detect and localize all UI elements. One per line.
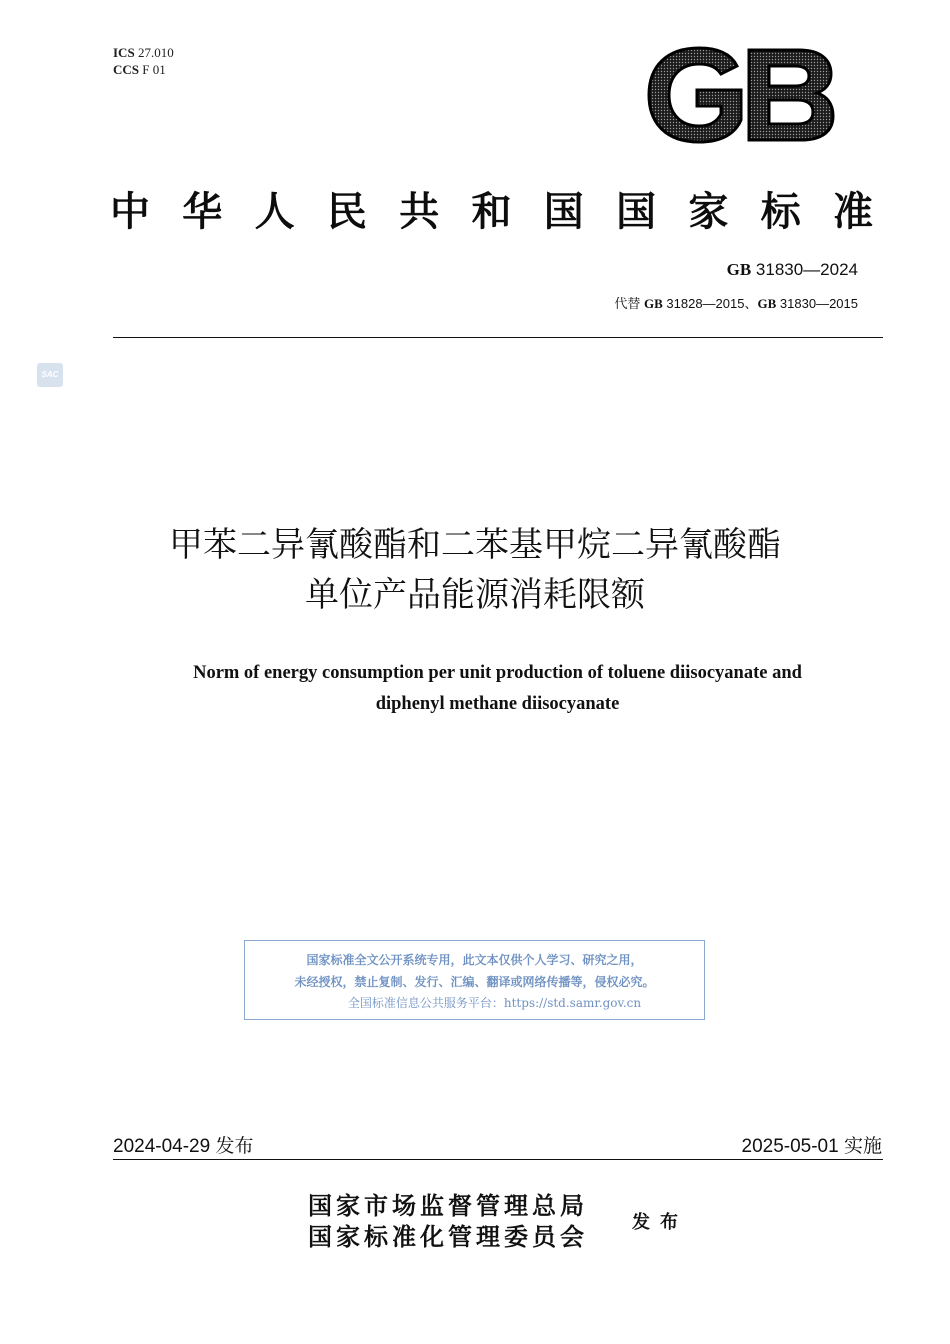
header-divider — [113, 337, 883, 338]
classification-codes — [113, 44, 174, 78]
implement-date: 2025-05-01 — [741, 1136, 839, 1157]
copyright-notice-box — [244, 940, 705, 1020]
issuer-line-2: 国家标准化管理委员会 — [308, 1222, 588, 1251]
implement-label: 实施 — [843, 1135, 882, 1157]
ics-code — [113, 44, 174, 61]
publish-label: 发布 — [632, 1212, 688, 1233]
notice-line-2: 未经授权，禁止复制、发行、汇编、翻译或网络传播等，侵权必究。 — [294, 975, 655, 989]
issue-date-line — [113, 1131, 254, 1158]
replaces-prefix-1: GB — [643, 296, 663, 311]
logo-text: GB — [645, 46, 647, 47]
implement-date-line — [742, 1131, 883, 1158]
notice-line-3: 全国标准信息公共服务平台：https://std.samr.gov.cn — [347, 996, 642, 1010]
gb-logo — [645, 46, 835, 144]
english-title-line-1: Norm of energy consumption per unit production of toluene diisocyanate and — [193, 663, 802, 683]
replaces-label: 代替 — [614, 296, 641, 311]
ccs-code — [113, 61, 174, 78]
ccs-value: F 01 — [142, 62, 166, 77]
ics-label: ICS — [113, 45, 135, 60]
ics-value: 27.010 — [137, 45, 174, 60]
replaces-separator: 、 — [744, 296, 758, 311]
sac-watermark-logo: SAC — [37, 363, 63, 387]
replaces-number-2: 31830—2015 — [779, 296, 858, 311]
ccs-label: CCS — [113, 62, 140, 77]
issue-label: 发布 — [215, 1135, 254, 1157]
notice-line-1: 国家标准全文公开系统专用，此文本仅供个人学习、研究之用， — [306, 953, 643, 967]
replaces-number-1: 31828—2015 — [666, 296, 745, 311]
chinese-title-line-1: 甲苯二异氰酸酯和二苯基甲烷二异氰酸酯 — [169, 525, 781, 565]
chinese-title-line-2: 单位产品能源消耗限额 — [305, 575, 645, 615]
replaces-line — [614, 293, 858, 312]
issuing-authorities — [308, 1190, 588, 1252]
issuer-line-1: 国家市场监督管理总局 — [308, 1191, 588, 1220]
national-standard-heading: 中华人民共和国国家标准 — [110, 189, 885, 235]
english-title — [100, 658, 895, 720]
footer-divider — [113, 1159, 883, 1160]
standard-code: 31830—2024 — [755, 260, 858, 279]
standard-prefix: GB — [726, 260, 752, 279]
english-title-line-2: diphenyl methane diisocyanate — [375, 694, 620, 714]
replaces-prefix-2: GB — [757, 296, 777, 311]
issue-date: 2024-04-29 — [113, 1136, 211, 1157]
chinese-title — [80, 520, 870, 620]
standard-number — [727, 260, 858, 280]
